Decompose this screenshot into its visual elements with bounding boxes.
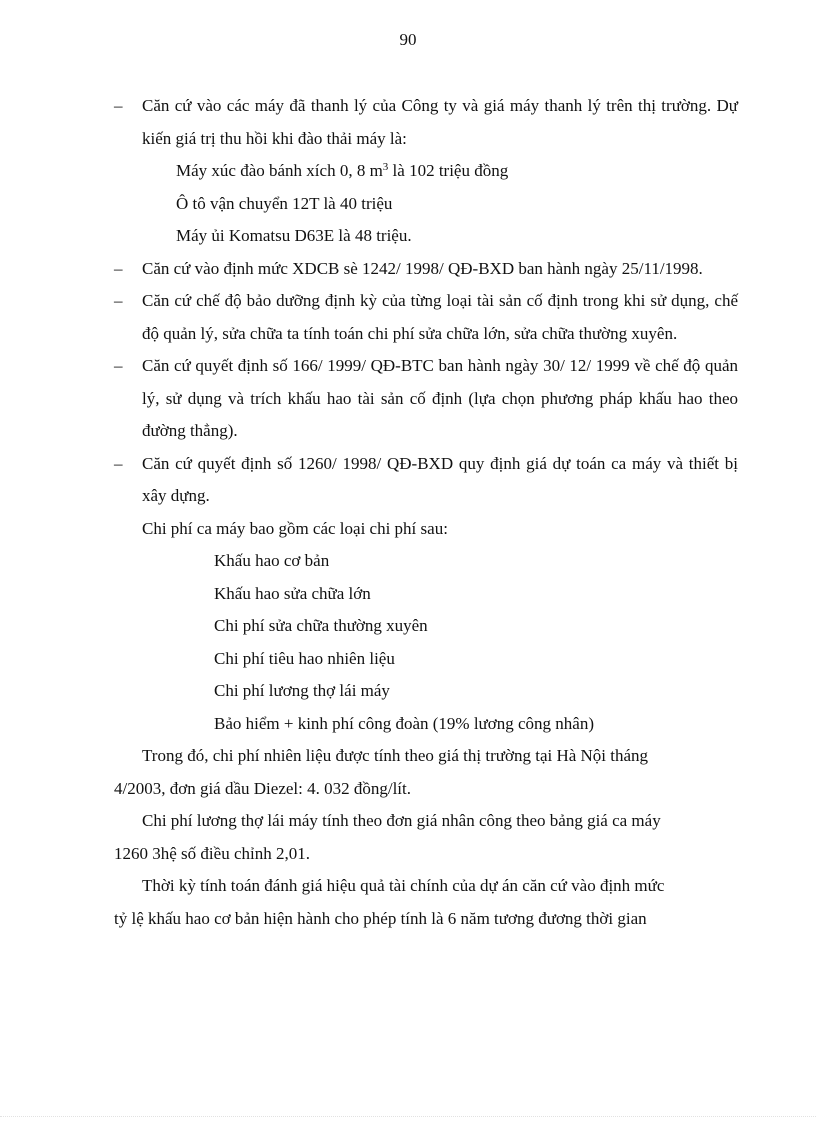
recovery-value-bulldozer: Máy ủi Komatsu D63E là 48 triệu.	[176, 226, 412, 245]
recovery-value-truck: Ô tô vận chuyển 12T là 40 triệu	[176, 193, 393, 213]
cost-item: Chi phí lương thợ lái máy	[214, 681, 390, 700]
cost-intro: Chi phí ca máy bao gồm các loại chi phí sau:	[142, 518, 448, 538]
spread-line: 1260 3hệ số điều chỉnh 2,01.	[114, 843, 310, 863]
cost-item: Bảo hiểm + kinh phí công đoàn (19% lương công nhân)	[214, 713, 595, 733]
bullet-dash: –	[114, 96, 123, 115]
bullet-text: Căn cứ quyết định số 166/ 1999/ QĐ-BTC ban hành ngày 30/ 12/ 1999 về chế độ quản lý, sử dụng và trích khấu hao tài sản cố định (lựa chọn phương pháp khấu hao theo đường thẳng).	[142, 356, 738, 440]
recovery-value-excavator: Máy xúc đào bánh xích 0, 8 $m^3$ là 102 triệu đồng	[176, 161, 509, 180]
bullet-dash: –	[114, 356, 123, 375]
bullet-text: Căn cứ quyết định số 1260/ 1998/ QĐ-BXD quy định giá dự toán ca máy và thiết bị xây dựng.	[142, 453, 738, 505]
paragraph-evaluation-period: Thời kỳ tính toán đánh giá hiệu quả tài chính của dự án căn cứ vào định mức tỷ lệ khấu hao cơ bản hiện hành cho phép tính là 6 năm tương đương thời gian	[114, 876, 665, 928]
cost-item: Chi phí tiêu hao nhiên liệu	[214, 648, 395, 668]
cost-item: Khấu hao cơ bản	[214, 551, 330, 570]
cost-item: Chi phí sửa chữa thường xuyên	[214, 616, 428, 635]
cost-item: Khấu hao sửa chữa lớn	[214, 583, 371, 603]
bullet-text: Căn cứ vào các máy đã thanh lý của Công ty và giá máy thanh lý trên thị trường. Dự kiến giá trị thu hồi khi đào thải máy là:	[142, 96, 738, 148]
paragraph-operator-wage: Chi phí lương thợ lái máy tính theo đơn giá nhân công theo bảng giá ca máy 1260 3hệ số điều chỉnh 2,01.	[114, 805, 738, 870]
page-number: 90	[399, 30, 417, 49]
bullet-item-machine-liquidation	[114, 90, 738, 155]
bullet-item-maintenance-regime	[114, 285, 738, 350]
bullet-item-decision-166	[114, 350, 738, 448]
page-bottom-rule	[0, 1116, 816, 1117]
bullet-dash: –	[114, 291, 123, 310]
bullet-dash: –	[114, 453, 123, 473]
bullet-item-xdcb-norm	[114, 253, 738, 286]
paragraph-fuel-cost: Trong đó, chi phí nhiên liệu được tính theo giá thị trường tại Hà Nội tháng 4/2003, đơn giá dầu Diezel: 4. 032 đồng/lít.	[114, 746, 649, 798]
bullet-item-decision-1260	[114, 448, 738, 513]
bullet-text: Căn cứ chế độ bảo dưỡng định kỳ của từng loại tài sản cố định trong khi sử dụng, chế độ quản lý, sửa chữa ta tính toán chi phí sửa chữa lớn, sửa chữa thường xuyên.	[142, 291, 738, 343]
bullet-dash: –	[114, 258, 123, 278]
page-body	[114, 90, 738, 935]
bullet-text: Căn cứ vào định mức XDCB sè 1242/ 1998/ QĐ-BXD ban hành ngày 25/11/1998.	[142, 258, 703, 278]
